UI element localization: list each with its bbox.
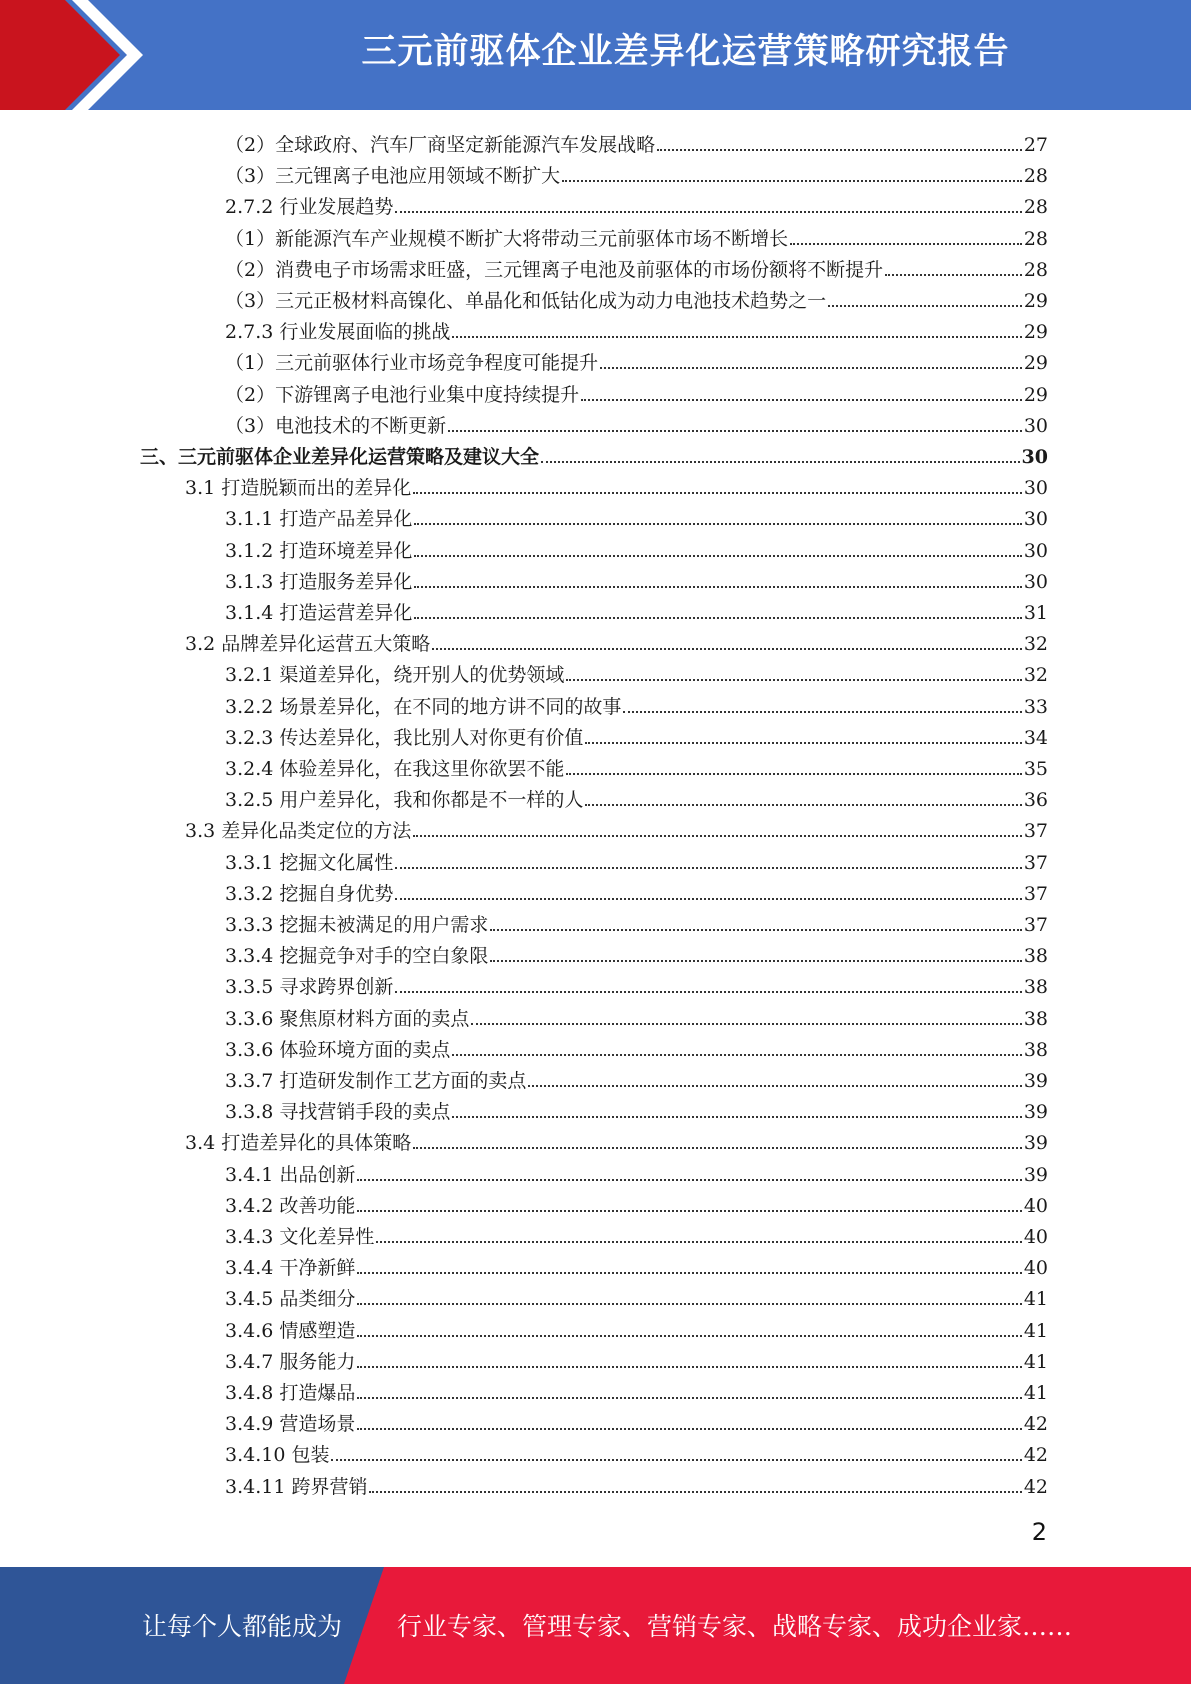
toc-entry-page: 28 <box>1023 165 1048 188</box>
toc-dot-leader <box>581 399 1022 401</box>
toc-entry[interactable] <box>225 158 1048 189</box>
toc-entry[interactable] <box>225 501 1048 532</box>
toc-entry[interactable] <box>225 1188 1048 1219</box>
toc-dot-leader <box>600 367 1022 369</box>
toc-dot-leader <box>490 960 1021 962</box>
toc-entry-page: 38 <box>1023 976 1048 999</box>
toc-entry[interactable] <box>225 252 1048 283</box>
toc-entry[interactable] <box>225 1437 1048 1468</box>
toc-entry[interactable] <box>225 283 1048 314</box>
toc-entry-title: 3.4.4 干净新鲜 <box>225 1257 356 1280</box>
toc-entry[interactable] <box>225 595 1048 626</box>
toc-entry-page: 36 <box>1023 789 1048 812</box>
toc-dot-leader <box>357 1335 1021 1337</box>
toc-entry-page: 38 <box>1023 1007 1048 1030</box>
toc-entry-page: 40 <box>1023 1257 1048 1280</box>
toc-entry-page: 41 <box>1023 1382 1048 1404</box>
toc-entry[interactable] <box>225 907 1048 938</box>
toc-entry-title: （1）三元前驱体行业市场竞争程度可能提升 <box>225 352 599 375</box>
toc-entry-page: 41 <box>1023 1350 1048 1373</box>
toc-entry[interactable] <box>225 314 1048 345</box>
toc-entry-title: 3.1.1 打造产品差异化 <box>225 508 413 531</box>
toc-dot-leader <box>623 711 1021 713</box>
toc-entry[interactable] <box>225 1281 1048 1312</box>
toc-entry-page: 34 <box>1023 726 1048 749</box>
toc-entry-page: 30 <box>1023 570 1048 593</box>
toc-entry-page: 35 <box>1023 758 1048 780</box>
toc-dot-leader <box>414 586 1021 588</box>
toc-entry-title: 3.4.10 包装 <box>225 1444 330 1467</box>
toc-entry[interactable] <box>185 813 1048 844</box>
toc-entry-title: 3.3.4 挖掘竞争对手的空白象限 <box>225 945 489 968</box>
toc-entry[interactable] <box>225 345 1048 376</box>
toc-entry-title: 3.2.5 用户差异化，我和你都是不一样的人 <box>225 789 584 812</box>
toc-dot-leader <box>452 1116 1021 1118</box>
toc-entry-page: 38 <box>1023 1038 1048 1061</box>
toc-entry-page: 39 <box>1023 1101 1048 1124</box>
toc-entry-page: 42 <box>1023 1444 1048 1467</box>
toc-entry-page: 41 <box>1023 1288 1048 1311</box>
toc-entry[interactable] <box>225 751 1048 782</box>
toc-dot-leader <box>376 1241 1021 1243</box>
toc-entry-title: （3）电池技术的不断更新 <box>225 414 447 437</box>
toc-entry-page: 37 <box>1023 851 1048 874</box>
toc-dot-leader <box>566 773 1021 775</box>
toc-dot-leader <box>395 898 1021 900</box>
toc-entry[interactable] <box>225 938 1048 969</box>
toc-entry-title: 3.2 品牌差异化运营五大策略 <box>185 633 431 656</box>
header-banner <box>0 0 1191 110</box>
toc-dot-leader <box>413 1147 1022 1149</box>
toc-entry-title: 3.3.2 挖掘自身优势 <box>225 882 394 905</box>
toc-entry[interactable] <box>225 689 1048 720</box>
toc-entry-title: 3.3.7 打造研发制作工艺方面的卖点 <box>225 1070 527 1092</box>
toc-entry[interactable] <box>225 1094 1048 1125</box>
toc-entry-page: 39 <box>1023 1070 1048 1092</box>
report-title: 三元前驱体企业差异化运营策略研究报告 <box>361 32 1010 72</box>
toc-dot-leader <box>448 430 1022 432</box>
toc-entry[interactable] <box>225 1250 1048 1281</box>
toc-dot-leader <box>357 1366 1021 1368</box>
toc-entry-page: 28 <box>1023 258 1048 281</box>
toc-entry-page: 40 <box>1023 1194 1048 1217</box>
toc-entry-page: 27 <box>1023 134 1048 156</box>
toc-entry-title: 3.4.5 品类细分 <box>225 1288 356 1311</box>
toc-entry-page: 30 <box>1023 508 1048 531</box>
toc-entry-page: 33 <box>1023 695 1048 718</box>
toc-entry-page: 29 <box>1023 352 1048 375</box>
toc-entry[interactable] <box>225 845 1048 876</box>
toc-entry-title: 3.4.11 跨界营销 <box>225 1475 368 1498</box>
toc-entry[interactable] <box>225 377 1048 408</box>
toc-entry-title: 3.3.6 聚焦原材料方面的卖点 <box>225 1007 470 1030</box>
footer-slogan-left: 让每个人都能成为 <box>142 1612 343 1641</box>
toc-dot-leader <box>357 1428 1021 1430</box>
toc-dot-leader <box>432 648 1022 650</box>
toc-entry-page: 42 <box>1023 1413 1048 1436</box>
toc-entry[interactable] <box>225 876 1048 907</box>
toc-dot-leader <box>541 461 1020 463</box>
toc-entry-title: （2）消费电子市场需求旺盛，三元锂离子电池及前驱体的市场份额将不断提升 <box>225 258 884 281</box>
toc-entry-page: 42 <box>1023 1475 1048 1498</box>
toc-entry[interactable] <box>225 720 1048 751</box>
toc-dot-leader <box>885 274 1022 276</box>
toc-entry-page: 37 <box>1023 820 1048 843</box>
toc-entry[interactable] <box>185 470 1048 501</box>
toc-dot-leader <box>657 149 1022 151</box>
toc-entry-title: 3.1.2 打造环境差异化 <box>225 539 413 562</box>
toc-entry-title: 3.4.1 出品创新 <box>225 1163 356 1186</box>
toc-entry-page: 40 <box>1023 1226 1048 1248</box>
toc-dot-leader <box>395 991 1021 993</box>
toc-entry[interactable] <box>225 533 1048 564</box>
toc-dot-leader <box>452 1054 1021 1056</box>
toc-entry-title: （3）三元正极材料高镍化、单晶化和低钴化成为动力电池技术趋势之一 <box>225 290 827 312</box>
toc-dot-leader <box>566 679 1021 681</box>
toc-entry-title: 3.3.1 挖掘文化属性 <box>225 851 394 874</box>
toc-entry[interactable] <box>225 1375 1048 1406</box>
toc-entry-title: 3.4.2 改善功能 <box>225 1194 356 1217</box>
toc-dot-leader <box>331 1459 1021 1461</box>
toc-entry-title: 3.4.9 营造场景 <box>225 1413 356 1436</box>
toc-entry-page: 30 <box>1023 414 1048 437</box>
toc-dot-leader <box>413 492 1022 494</box>
toc-entry-title: （3）三元锂离子电池应用领域不断扩大 <box>225 165 561 188</box>
toc-dot-leader <box>369 1491 1021 1493</box>
toc-dot-leader <box>490 929 1021 931</box>
toc-entry-title: 3.4.7 服务能力 <box>225 1350 356 1373</box>
toc-entry-page: 30 <box>1021 446 1048 468</box>
toc-entry[interactable] <box>225 657 1048 688</box>
toc-entry-title: （2）全球政府、汽车厂商坚定新能源汽车发展战略 <box>225 134 656 156</box>
toc-entry-page: 37 <box>1023 914 1048 936</box>
toc-entry-page: 41 <box>1023 1319 1048 1342</box>
toc-dot-leader <box>357 1397 1021 1399</box>
toc-entry-page: 39 <box>1023 1163 1048 1186</box>
page-number: 2 <box>1031 1518 1047 1546</box>
toc-entry-title: （2）下游锂离子电池行业集中度持续提升 <box>225 383 580 406</box>
toc-entry-title: 3.2.3 传达差异化，我比别人对你更有价值 <box>225 726 584 749</box>
toc-entry-title: 3.2.2 场景差异化，在不同的地方讲不同的故事 <box>225 695 622 718</box>
toc-entry[interactable] <box>225 408 1048 439</box>
toc-dot-leader <box>413 835 1022 837</box>
toc-entry-page: 28 <box>1023 196 1048 219</box>
toc-entry-page: 29 <box>1023 383 1048 406</box>
toc-entry-title: 3.3.5 寻求跨界创新 <box>225 976 394 999</box>
toc-entry-page: 32 <box>1023 633 1048 656</box>
toc-entry-title: 3.3.3 挖掘未被满足的用户需求 <box>225 914 489 936</box>
toc-entry-title: 3.2.4 体验差异化，在我这里你欲罢不能 <box>225 758 565 780</box>
toc-dot-leader <box>414 555 1021 557</box>
toc-entry[interactable] <box>225 564 1048 595</box>
toc-entry[interactable] <box>225 189 1048 220</box>
toc-entry[interactable] <box>225 1157 1048 1188</box>
toc-dot-leader <box>585 742 1021 744</box>
toc-entry[interactable] <box>225 1063 1048 1094</box>
toc-entry-page: 29 <box>1023 290 1048 312</box>
toc-entry[interactable] <box>225 1001 1048 1032</box>
toc-dot-leader <box>471 1023 1021 1025</box>
toc-entry-title: 2.7.2 行业发展趋势 <box>225 196 394 219</box>
toc-entry-page: 39 <box>1023 1132 1048 1155</box>
toc-entry[interactable] <box>225 1219 1048 1250</box>
toc-entry-title: 3.4.8 打造爆品 <box>225 1382 356 1404</box>
toc-entry-title: 3.3.6 体验环境方面的卖点 <box>225 1038 451 1061</box>
toc-entry[interactable] <box>225 969 1048 1000</box>
toc-entry-title: 3.1.4 打造运营差异化 <box>225 602 413 624</box>
toc-entry[interactable] <box>225 1406 1048 1437</box>
toc-entry-title: 3.3.8 寻找营销手段的卖点 <box>225 1101 451 1124</box>
toc-entry-page: 31 <box>1023 602 1048 624</box>
footer-banner <box>0 1567 1191 1684</box>
toc-entry-page: 28 <box>1023 227 1048 250</box>
toc-dot-leader <box>562 180 1022 182</box>
toc-entry[interactable] <box>225 1344 1048 1375</box>
toc-dot-leader <box>395 867 1021 869</box>
toc-entry-page: 37 <box>1023 882 1048 905</box>
toc-entry-page: 30 <box>1023 477 1048 500</box>
toc-entry-title: （1）新能源汽车产业规模不断扩大将带动三元前驱体市场不断增长 <box>225 227 789 250</box>
toc-dot-leader <box>414 523 1021 525</box>
toc-entry[interactable] <box>225 127 1048 158</box>
toc-dot-leader <box>452 336 1021 338</box>
toc-entry-page: 38 <box>1023 945 1048 968</box>
toc-dot-leader <box>357 1272 1021 1274</box>
toc-entry[interactable] <box>185 1125 1048 1156</box>
toc-entry[interactable] <box>185 626 1048 657</box>
footer-slogan-right: 行业专家、管理专家、营销专家、战略专家、成功企业家…… <box>397 1612 1073 1641</box>
toc-entry-title: 2.7.3 行业发展面临的挑战 <box>225 321 451 344</box>
toc-dot-leader <box>585 804 1021 806</box>
header-red-chevron-icon <box>0 0 150 110</box>
toc-dot-leader <box>528 1085 1021 1087</box>
toc-dot-leader <box>414 617 1021 619</box>
toc-entry-title: 3.3 差异化品类定位的方法 <box>185 820 412 843</box>
toc-entry-title: 3.1.3 打造服务差异化 <box>225 570 413 593</box>
toc-entry[interactable] <box>140 439 1048 470</box>
toc-dot-leader <box>357 1179 1021 1181</box>
toc-entry-title: 3.4.3 文化差异性 <box>225 1226 375 1248</box>
toc-entry[interactable] <box>225 1032 1048 1063</box>
toc-entry[interactable] <box>225 221 1048 252</box>
toc-dot-leader <box>790 243 1022 245</box>
toc-entry[interactable] <box>225 1469 1048 1500</box>
toc-dot-leader <box>395 211 1021 213</box>
toc-dot-leader <box>828 305 1022 307</box>
toc-entry-title: 三、三元前驱体企业差异化运营策略及建议大全 <box>140 446 540 468</box>
toc-entry-title: 3.4.6 情感塑造 <box>225 1319 356 1342</box>
toc-entry[interactable] <box>225 782 1048 813</box>
toc-entry-page: 32 <box>1023 664 1048 687</box>
toc-entry-title: 3.1 打造脱颖而出的差异化 <box>185 477 412 500</box>
toc-entry-page: 30 <box>1023 539 1048 562</box>
toc-entry-page: 29 <box>1023 321 1048 344</box>
toc-dot-leader <box>357 1210 1021 1212</box>
toc-entry[interactable] <box>225 1313 1048 1344</box>
toc-entry-title: 3.2.1 渠道差异化，绕开别人的优势领域 <box>225 664 565 687</box>
toc-entry-title: 3.4 打造差异化的具体策略 <box>185 1132 412 1155</box>
toc-dot-leader <box>357 1303 1021 1305</box>
